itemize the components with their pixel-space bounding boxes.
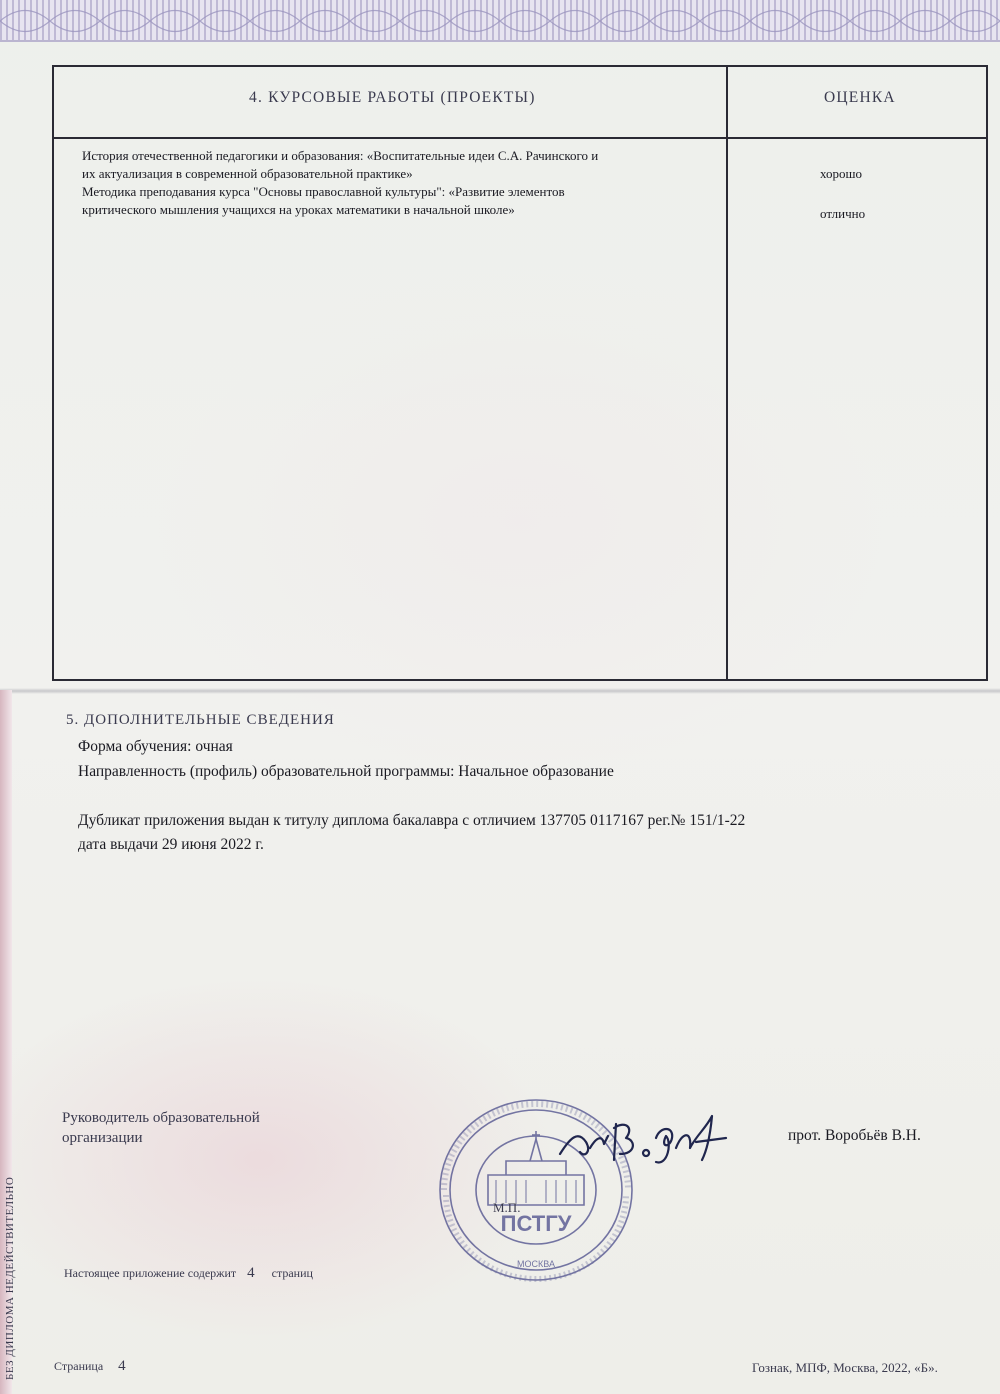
table-column-divider <box>726 67 728 679</box>
additional-info-heading: 5. ДОПОЛНИТЕЛЬНЫЕ СВЕДЕНИЯ <box>66 712 335 728</box>
table-header-divider <box>54 137 986 139</box>
coursework-title-line: История отечественной педагогики и образования: «Воспитательные идеи С.А. Рачинского и <box>82 148 599 163</box>
coursework-title-line: критического мышления учащихся на уроках математики в начальной школе» <box>82 202 515 217</box>
page-number: 4 <box>118 1358 126 1374</box>
signature-icon <box>556 1108 746 1168</box>
pages-count-note <box>64 1265 313 1282</box>
program-profile: Направленность (профиль) образовательной программы: Начальное образование <box>78 763 614 780</box>
printer-imprint: Гознак, МПФ, Москва, 2022, «Б». <box>752 1360 938 1375</box>
study-form: Форма обучения: очная <box>78 738 233 755</box>
vertical-validity-note: БЕЗ ДИПЛОМА НЕДЕЙСТВИТЕЛЬНО <box>4 1176 16 1380</box>
head-label <box>62 1108 260 1148</box>
coursework-title-line: их актуализация в современной образовательной практике» <box>82 166 413 181</box>
coursework-table <box>52 65 988 681</box>
pages-prefix: Настоящее приложение содержит <box>64 1266 237 1280</box>
grade-value: хорошо <box>820 166 863 181</box>
coursework-header: 4. КУРСОВЫЕ РАБОТЫ (ПРОЕКТЫ) <box>249 89 536 106</box>
coursework-title-line: Методика преподавания курса "Основы православной культуры": «Развитие элементов <box>82 184 565 199</box>
grade-value: отлично <box>820 206 866 221</box>
signatory-name: прот. Воробьёв В.Н. <box>788 1127 921 1144</box>
grade-header: ОЦЕНКА <box>824 89 896 106</box>
issue-date: дата выдачи 29 июня 2022 г. <box>78 836 264 853</box>
guilloche-border <box>0 0 1000 42</box>
page-label: Страница <box>54 1359 104 1373</box>
seal-abbreviation: ПСТГУ <box>500 1211 572 1236</box>
stamp-place-label: М.П. <box>493 1200 521 1215</box>
table-row <box>82 147 712 219</box>
head-label-line: Руководитель образовательной <box>62 1110 260 1126</box>
page-indicator <box>54 1358 126 1375</box>
pages-suffix: страниц <box>271 1266 313 1280</box>
head-label-line: организации <box>62 1130 143 1146</box>
page-fold <box>0 688 1000 694</box>
duplicate-note: Дубликат приложения выдан к титулу диплома бакалавра с отличием 137705 0117167 рег.№ 151/1-22 <box>78 812 746 829</box>
pages-count: 4 <box>247 1265 255 1281</box>
seal-city: МОСКВА <box>517 1259 555 1269</box>
